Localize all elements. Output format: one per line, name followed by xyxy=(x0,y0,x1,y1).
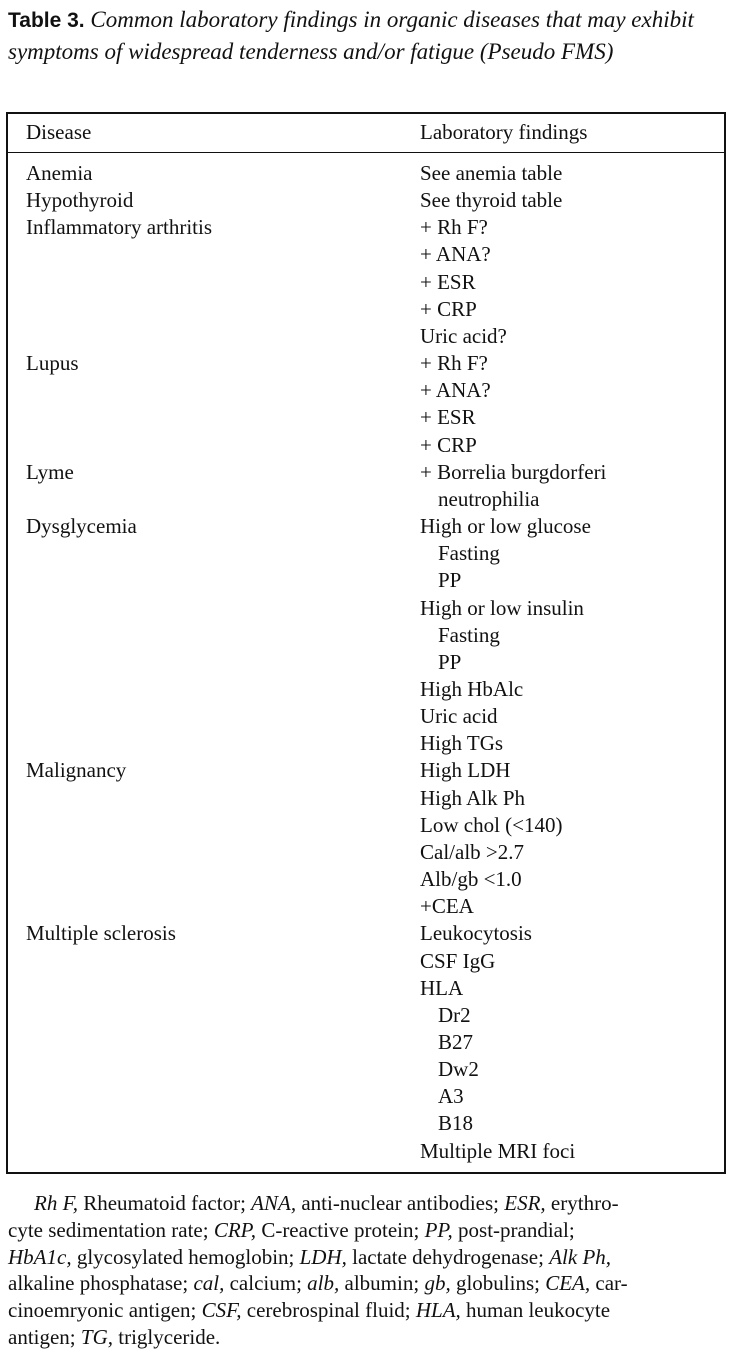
table-caption xyxy=(8,4,730,67)
findings-cell xyxy=(420,187,724,214)
definition-text: triglyceride. xyxy=(113,1324,221,1349)
table-row xyxy=(8,160,724,187)
abbreviation: CRP, xyxy=(213,1217,257,1242)
definition-text: antigen; xyxy=(8,1324,81,1349)
finding-item: + CRP xyxy=(420,296,477,321)
finding-item: B27 xyxy=(438,1030,474,1054)
finding-item: + ANA? xyxy=(420,242,491,267)
finding-item: Fasting xyxy=(438,622,500,647)
findings-cell xyxy=(420,459,724,513)
finding-item: +CEA xyxy=(420,894,474,919)
definition-text: lactate dehydrogenase; xyxy=(346,1244,550,1269)
finding-item: Low chol (<140) xyxy=(420,812,563,837)
findings-cell xyxy=(420,757,724,920)
finding-item: + Rh F? xyxy=(420,215,488,240)
finding-item: High Alk Ph xyxy=(420,785,526,810)
definition-text: albumin; xyxy=(339,1271,425,1296)
finding-item: Multiple MRI foci xyxy=(420,1138,576,1163)
disease-cell: Inflammatory arthritis xyxy=(26,215,213,240)
finding-item: A3 xyxy=(438,1084,464,1109)
footnote-line xyxy=(8,1190,726,1217)
finding-item: PP xyxy=(438,568,462,593)
footnote-line xyxy=(8,1244,726,1271)
disease-cell: Lupus xyxy=(26,351,79,376)
finding-item: Leukocytosis xyxy=(420,921,532,946)
finding-item: High or low insulin xyxy=(420,595,584,620)
table-footnote xyxy=(8,1190,726,1351)
definition-text: cinoemryonic antigen; xyxy=(8,1298,202,1323)
abbreviation: PP, xyxy=(424,1217,453,1242)
finding-item: + Rh F? xyxy=(420,351,488,376)
definition-text: alkaline phosphatase; xyxy=(8,1271,194,1296)
finding-item: High LDH xyxy=(420,758,511,783)
definition-text: erythro- xyxy=(545,1191,619,1215)
abbreviation: HbA1c, xyxy=(8,1244,72,1269)
definition-text: cerebrospinal fluid; xyxy=(241,1298,416,1323)
abbreviation: gb, xyxy=(424,1271,451,1296)
findings-cell xyxy=(420,920,724,1164)
findings-cell xyxy=(420,350,724,459)
finding-item: High TGs xyxy=(420,731,504,756)
table-row xyxy=(8,513,724,757)
finding-item: High HbAlc xyxy=(420,676,524,701)
finding-item: Alb/gb <1.0 xyxy=(420,867,522,892)
table-row xyxy=(8,459,724,513)
disease-cell: Malignancy xyxy=(26,758,127,783)
finding-item: + Borrelia burgdorferi xyxy=(420,459,607,484)
definition-text: car- xyxy=(590,1271,628,1296)
findings-cell xyxy=(420,160,724,187)
definition-text: calcium; xyxy=(224,1271,308,1296)
disease-cell: Dysglycemia xyxy=(26,514,137,539)
table-header xyxy=(8,114,724,153)
abbreviation: cal, xyxy=(193,1271,225,1296)
abbreviation: Alk Ph, xyxy=(549,1244,612,1269)
definition-text: post-prandial; xyxy=(452,1217,575,1242)
abbreviation: alb, xyxy=(307,1271,340,1296)
findings-cell xyxy=(420,214,724,350)
finding-item: + ESR xyxy=(420,269,476,294)
table-body xyxy=(8,160,724,1165)
definition-text: anti-nuclear antibodies; xyxy=(296,1191,505,1215)
disease-cell: Anemia xyxy=(26,161,93,185)
abbreviation: CSF, xyxy=(201,1298,242,1323)
disease-cell: Lyme xyxy=(26,459,74,484)
table-label: Table 3. xyxy=(8,9,85,32)
definition-text: cyte sedimentation rate; xyxy=(8,1217,214,1242)
finding-item: High or low glucose xyxy=(420,514,591,539)
footnote-line xyxy=(8,1324,726,1351)
finding-item: Uric acid xyxy=(420,704,498,729)
finding-item: Uric acid? xyxy=(420,323,507,348)
abbreviation: CEA, xyxy=(545,1271,591,1296)
finding-item: + ESR xyxy=(420,405,476,430)
definition-text: C-reactive protein; xyxy=(256,1217,425,1242)
table-row xyxy=(8,214,724,350)
finding-item: HLA xyxy=(420,975,464,1000)
abbreviation: LDH, xyxy=(299,1244,347,1269)
finding-item: B18 xyxy=(438,1111,474,1136)
abbreviation: Rh F, xyxy=(34,1191,78,1215)
table-row xyxy=(8,920,724,1164)
table-row xyxy=(8,350,724,459)
finding-item: See thyroid table xyxy=(420,188,563,213)
table-row xyxy=(8,187,724,214)
abbreviation: TG, xyxy=(80,1324,114,1349)
table-row xyxy=(8,757,724,920)
disease-cell: Hypothyroid xyxy=(26,188,134,213)
findings-cell xyxy=(420,513,724,757)
findings-table xyxy=(6,112,726,1174)
definition-text: Rheumatoid factor; xyxy=(77,1191,252,1215)
abbreviation: HLA, xyxy=(415,1298,461,1323)
footnote-line xyxy=(8,1270,726,1297)
finding-item: Dw2 xyxy=(438,1057,479,1082)
header-disease: Disease xyxy=(26,120,92,144)
header-findings: Laboratory findings xyxy=(420,120,588,144)
abbreviation: ESR, xyxy=(504,1191,546,1215)
finding-item: + CRP xyxy=(420,432,477,457)
finding-item: See anemia table xyxy=(420,161,563,185)
finding-item: PP xyxy=(438,649,462,674)
finding-item: neutrophilia xyxy=(438,486,540,511)
table-title: Common laboratory findings in organic diseases that may exhibit symptoms of widespread tenderness and/or fatigue (Pseudo FMS) xyxy=(8,7,694,64)
finding-item: + ANA? xyxy=(420,378,491,403)
footnote-line xyxy=(8,1217,726,1244)
abbreviation: ANA, xyxy=(251,1191,297,1215)
footnote-line xyxy=(8,1297,726,1324)
definition-text: human leukocyte xyxy=(460,1298,611,1323)
finding-item: Dr2 xyxy=(438,1002,471,1027)
finding-item: Fasting xyxy=(438,541,500,566)
definition-text: glycosylated hemoglobin; xyxy=(71,1244,300,1269)
disease-cell: Multiple sclerosis xyxy=(26,921,176,946)
finding-item: CSF IgG xyxy=(420,948,496,973)
definition-text: globulins; xyxy=(450,1271,546,1296)
finding-item: Cal/alb >2.7 xyxy=(420,839,524,864)
